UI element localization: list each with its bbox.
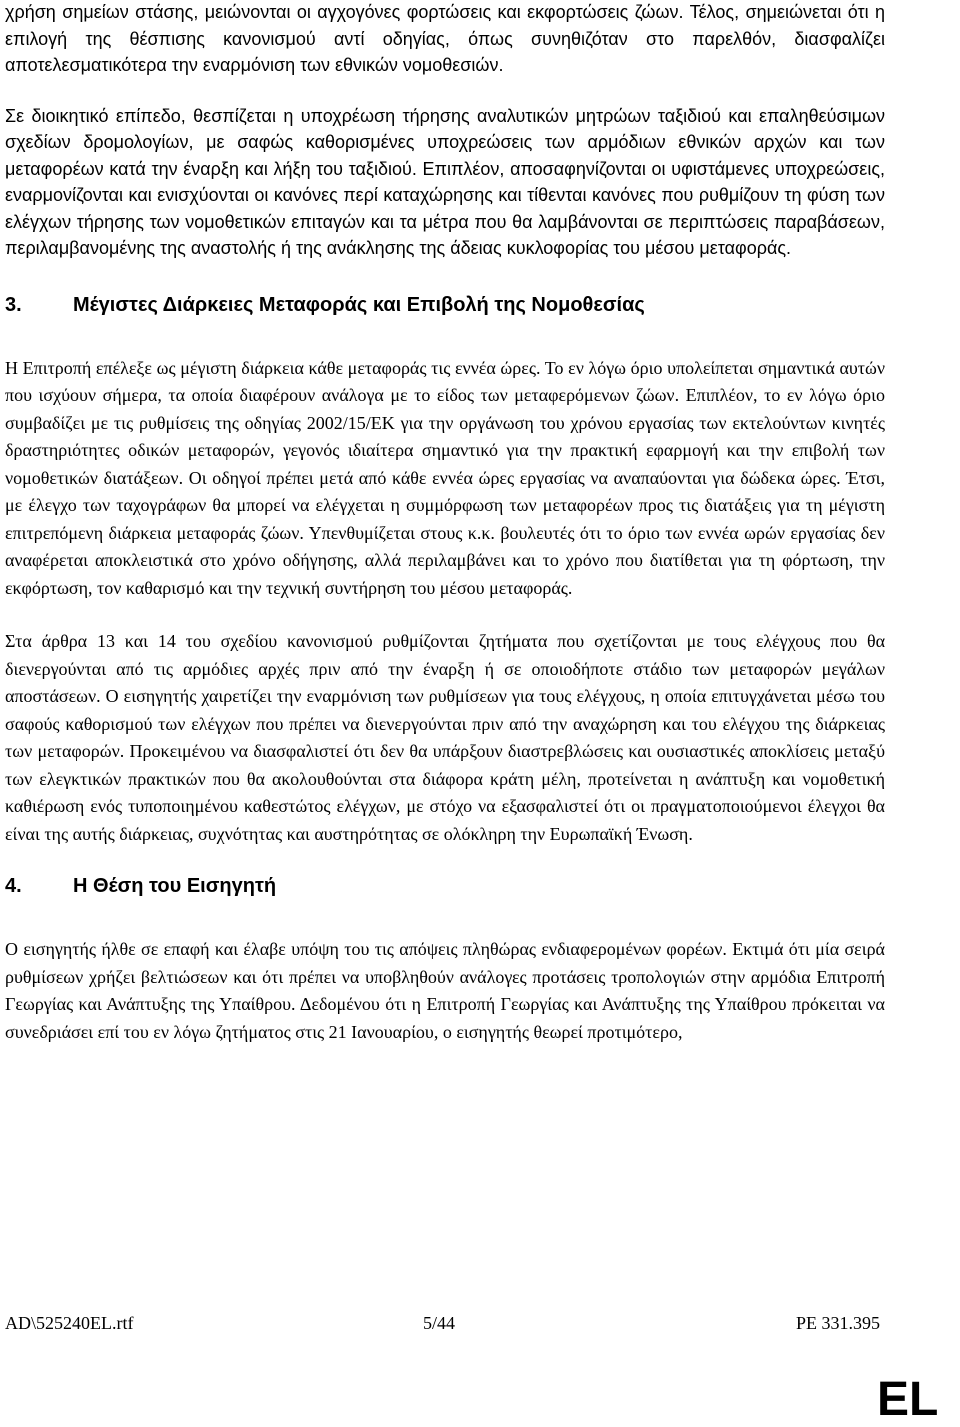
section-4-number: 4.: [5, 875, 22, 897]
footer-doc-ref: AD\525240EL.rtf: [5, 1313, 134, 1333]
section-4-title: Η Θέση του Εισηγητή: [73, 875, 277, 897]
paragraph-administrative: Σε διοικητικό επίπεδο, θεσπίζεται η υποχρέωση τήρησης αναλυτικών μητρώων ταξιδιού και επαληθεύσιμων σχεδίων δρομολογίων, με σαφώς καθορισμένες υποχρεώσεις των αρμόδιων εθνικών αρχών και των μεταφορέων κατά την έναρξη και λήξη του ταξιδιού. Επιπλέον, αποσαφηνίζονται οι υφιστάμενες υποχρεώσεις, εναρμονίζονται και ενισχύονται οι κανόνες περί καταχώρησης και τίθενται κανόνες που ρυθμίζουν τη φύση των ελέγχων τήρησης των νομοθετικών επιταγών και τα μέτρα που θα λαμβάνονται σε περιπτώσεις παραβάσεων, περιλαμβανομένης της αναστολής ή της ανάκλησης της άδειας κυκλοφορίας του μέσου μεταφοράς.: [5, 105, 885, 258]
section-3-number: 3.: [5, 293, 22, 316]
footer-pe-ref: PE 331.395: [795, 1313, 880, 1333]
paragraph-rapporteur-position: Ο εισηγητής ήλθε σε επαφή και έλαβε υπόψη του τις απόψεις πληθώρας ενδιαφερομένων φορέων. Εκτιμά ότι μία σειρά ρυθμίσεων χρήζει βελτιώσεων και ότι πρέπει να υποβληθούν ανάλογες προτάσεις τροπολογιών στην αρμόδια Επιτροπή Γεωργίας και Ανάπτυξης της Υπαίθρου. Δεδομένου ότι η Επιτροπή Γεωργίας και Ανάπτυξης της Υπαίθρου πρόκειται να συνεδριάσει επί του εν λόγω ζητήματος στις 21 Ιανουαρίου, ο εισηγητής θεωρεί προτιμότερο,: [5, 939, 885, 1042]
paragraph-max-duration: Η Επιτροπή επέλεξε ως μέγιστη διάρκεια κάθε μεταφοράς τις εννέα ώρες. Το εν λόγω όριο υπολείπεται σημαντικά αυτών που ισχύουν σήμερα, τα οποία διαφέρουν ανάλογα με το είδος των μεταφερόμενων ζώων. Επιπλέον, το εν λόγω όριο συμβαδίζει με τις ρυθμίσεις της οδηγίας 2002/15/ΕΚ για την οργάνωση του χρόνου εργασίας των εκτελούντων κινητές δραστηριότητες οδικών μεταφορών, γεγονός ιδιαίτερα σημαντικό για την πρακτική εφαρμογή και την επιβολή των νομοθετικών διατάξεων. Οι οδηγοί πρέπει μετά από κάθε εννέα ώρες εργασίας να αναπαύονται για δώδεκα ώρες. Έτσι, με έλεγχο των ταχογράφων θα μπορεί να ελέγχεται η συμμόρφωση των μεταφορέων προς τις διατάξεις για τη μέγιστη επιτρεπόμενη διάρκεια μεταφοράς ζώων. Υπενθυμίζεται στους κ.κ. βουλευτές ότι το όριο των εννέα ωρών εργασίας δεν αναφέρεται αποκλειστικά στο χρόνο οδήγησης, αλλά περιλαμβάνει και το χρόνο που διατίθεται για τη φόρτωση, την εκφόρτωση, τον καθαρισμό και την τεχνική συντήρηση του μέσου μεταφοράς.: [5, 357, 885, 598]
paragraph-intro-end: χρήση σημείων στάσης, μειώνονται οι αγχογόνες φορτώσεις και εκφορτώσεις ζώων. Τέλος, σημειώνεται ότι η επιλογή της θέσπισης κανονισμού αντί οδηγίας, όπως συνηθιζόταν στο παρελθόν, διασφαλίζει αποτελεσματικότερα την εναρμόνιση των εθνικών νομοθεσιών.: [5, 2, 885, 75]
section-4-heading: [5, 875, 885, 898]
section-3-heading: [5, 294, 885, 317]
paragraph-controls: Στα άρθρα 13 και 14 του σχεδίου κανονισμού ρυθμίζονται ζητήματα που σχετίζονται με τους ελέγχους που θα διενεργούνται από τις αρμόδιες αρχές πριν από την έναρξη ή σε οποιοδήποτε στάδιο των μεταφορών μεγάλων αποστάσεων. Ο εισηγητής χαιρετίζει την εναρμόνιση των ρυθμίσεων για τους ελέγχους, η οποία επιτυγχάνεται μέσω του σαφούς καθορισμού των ελέγχων που πρέπει να διενεργούνται πριν από την αναχώρηση και του ελέγχου της διάρκειας των μεταφορών. Προκειμένου να διασφαλιστεί ότι δεν θα υπάρξουν διαστρεβλώσεις και ουσιαστικές αποκλίσεις μεταξύ των ελεγκτικών πρακτικών που θα ακολουθούνται στα διάφορα κράτη μέλη, προτείνεται η ανάπτυξη και νομοθετική καθιέρωση ενός τυποποιημένου καθεστώτος ελέγχων, με στόχο να εξασφαλιστεί ότι οι πραγματοποιούμενοι έλεγχοι θα είναι της αυτής διάρκειας, συχνότητας και αυστηρότητας σε ολόκληρη την Ευρωπαϊκή Ένωση.: [5, 631, 885, 844]
footer-page-number: 5/44: [423, 1313, 456, 1333]
document-page: [5, 0, 885, 1046]
section-3-title: Μέγιστες Διάρκειες Μεταφοράς και Επιβολή της Νομοθεσίας: [73, 293, 645, 316]
language-badge: EL: [877, 1373, 939, 1426]
